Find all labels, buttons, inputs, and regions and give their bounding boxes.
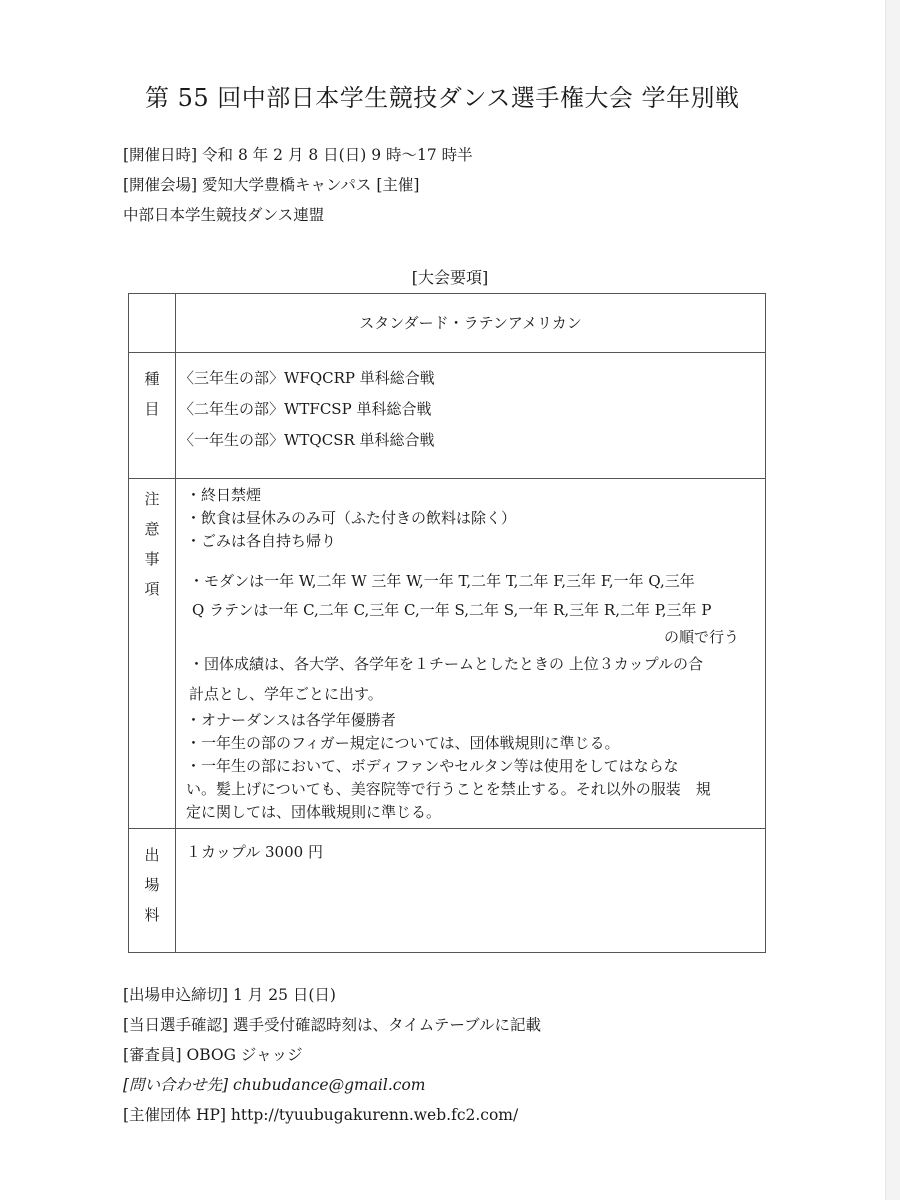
footer-contact-email: [問い合わせ先] chubudance@gmail.com — [123, 1076, 426, 1094]
note-line: 定に関しては、団体戦規則に準じる。 — [186, 803, 442, 821]
notes-label-char: 注 — [144, 490, 160, 508]
fee-label-char: 料 — [144, 906, 160, 924]
category-heading: スタンダード・ラテンアメリカン — [359, 314, 582, 332]
header-category-cell — [176, 294, 766, 353]
note-line: 計点とし、学年ごとに出す。 — [189, 685, 383, 703]
fee-content-cell — [176, 829, 766, 953]
footer-judges: [審査員] OBOG ジャッジ — [123, 1046, 303, 1064]
note-line: ・ごみは各自持ち帰り — [186, 532, 337, 550]
page-edge-strip — [885, 0, 900, 1200]
events-content-cell — [176, 353, 766, 479]
section-heading: [大会要項] — [411, 268, 489, 287]
events-label-char: 目 — [144, 400, 160, 418]
note-line: ・一年生の部において、ボディファンやセルタン等は使用をしてはならな — [186, 757, 679, 775]
note-line: ・飲食は昼休みのみ可（ふた付きの飲料は除く） — [186, 509, 517, 527]
event-line: 〈二年生の部〉WTFCSP 単科総合戦 — [179, 400, 432, 418]
note-line: ・オナーダンスは各学年優勝者 — [186, 711, 396, 729]
notes-content-cell — [176, 479, 766, 829]
note-line: ・団体成績は、各大学、各学年を１チームとしたときの 上位３カップルの合 — [189, 655, 704, 673]
events-label-cell — [129, 353, 176, 479]
info-line-datetime: [開催日時] 令和 8 年 2 月 8 日(日) 9 時〜17 時半 — [123, 146, 473, 164]
fee-value: １カップル 3000 円 — [186, 843, 323, 861]
notes-label-cell — [129, 479, 176, 829]
footer-checkin: [当日選手確認] 選手受付確認時刻は、タイムテーブルに記載 — [123, 1016, 542, 1034]
notes-label-char: 事 — [144, 550, 160, 568]
note-line: ・一年生の部のフィガー規定については、団体戦規則に準じる。 — [186, 734, 620, 752]
notes-label-char: 意 — [144, 520, 160, 538]
footer-homepage-url: [主催団体 HP] http://tyuubugakurenn.web.fc2.com/ — [123, 1106, 519, 1124]
fee-label-cell — [129, 829, 176, 953]
note-line: ・終日禁煙 — [186, 486, 262, 504]
notes-label-char: 項 — [144, 580, 160, 598]
note-line: Q ラテンは一年 C,二年 C,三年 C,一年 S,二年 S,一年 R,三年 R,二年 P,三年 P — [192, 601, 712, 619]
guidelines-table — [128, 293, 766, 953]
document-title: 第 55 回中部日本学生競技ダンス選手権大会 学年別戦 — [145, 84, 740, 112]
fee-label-char: 場 — [144, 876, 160, 894]
info-line-venue: [開催会場] 愛知大学豊橋キャンパス [主催] — [123, 176, 420, 194]
note-line: ・モダンは一年 W,二年 W 三年 W,一年 T,二年 T,二年 F,三年 F,一年 Q,三年 — [189, 572, 695, 590]
fee-label-char: 出 — [144, 846, 160, 864]
note-line: い。髪上げについても、美容院等で行うことを禁止する。それ以外の服装 規 — [186, 780, 711, 798]
info-line-organizer: 中部日本学生競技ダンス連盟 — [123, 206, 325, 224]
header-label-cell — [129, 294, 176, 353]
note-line: の順で行う — [664, 628, 740, 646]
event-line: 〈三年生の部〉WFQCRP 単科総合戦 — [179, 369, 435, 387]
events-label-char: 種 — [144, 370, 160, 388]
footer-deadline: [出場申込締切] 1 月 25 日(日) — [123, 986, 336, 1004]
event-line: 〈一年生の部〉WTQCSR 単科総合戦 — [179, 431, 435, 449]
